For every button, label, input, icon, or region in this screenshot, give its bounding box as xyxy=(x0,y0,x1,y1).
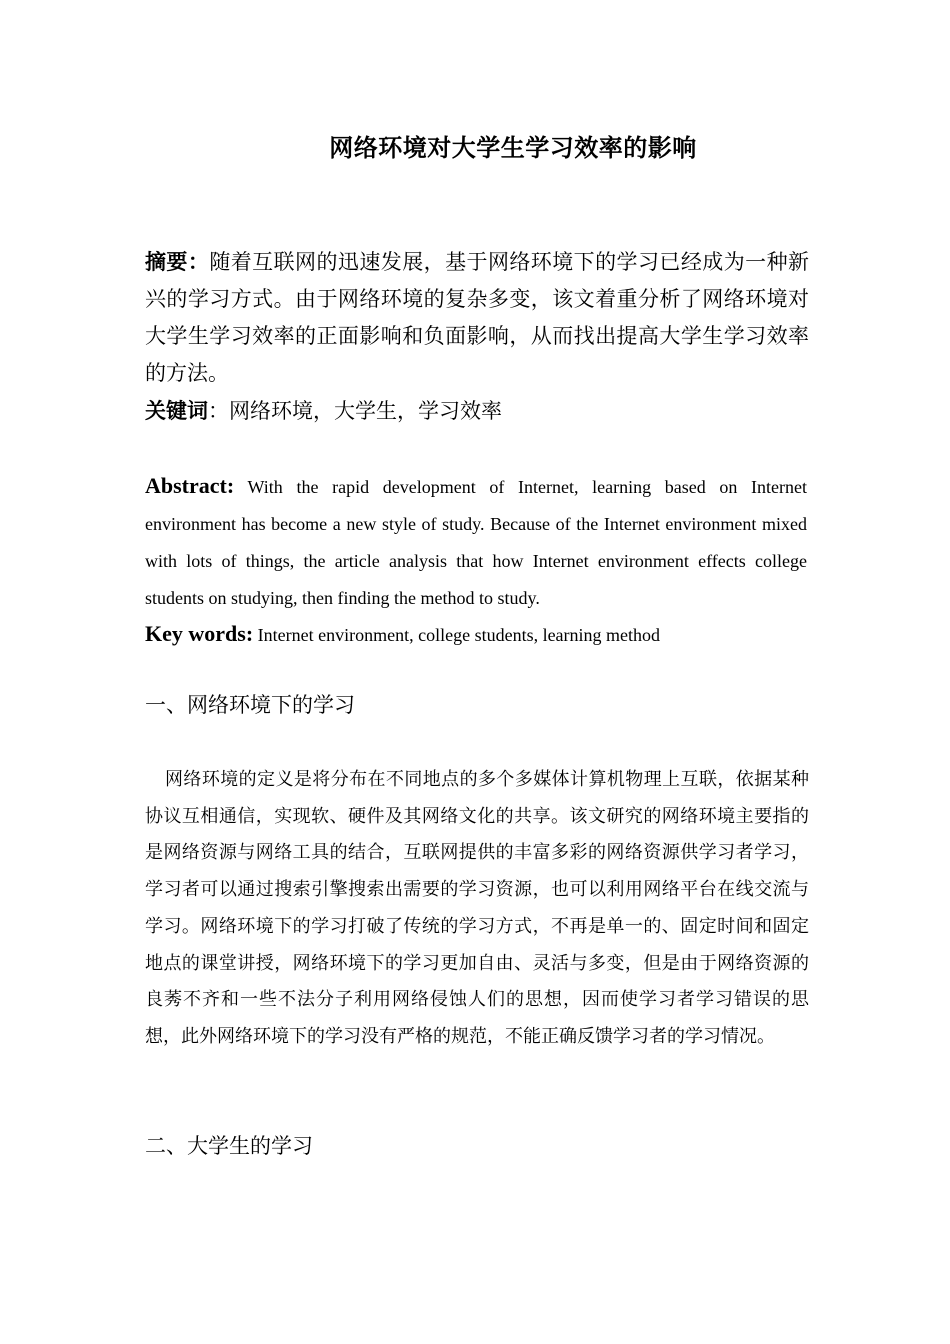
abstract-chinese-label: 摘要： xyxy=(145,250,210,274)
keywords-chinese-colon: ： xyxy=(208,399,229,423)
keywords-english-label: Key words: xyxy=(145,621,254,646)
paper-title: 网络环境对大学生学习效率的影响 xyxy=(329,134,697,162)
section-heading-2: 二、大学生的学习 xyxy=(145,1134,313,1158)
section-1-paragraph: 网络环境的定义是将分布在不同地点的多个多媒体计算机物理上互联，依据某种协议互相通信，实现软、硬件及其网络文化的共享。该文研究的网络环境主要指的是网络资源与网络工具的结合，互联网提供的丰富多彩的网络资源供学习者学习，学习者可以通过搜索引擎搜索出需要的学习资源，也可以利用网络平台在线交流与学习。网络环境下的学习打破了传统的学习方式，不再是单一的、固定时间和固定地点的课堂讲授，网络环境下的学习更加自由、灵活与多变，但是由于网络资源的良莠不齐和一些不法分子利用网络侵蚀人们的思想，因而使学习者学习错误的思想，此外网络环境下的学习没有严格的规范，不能正确反馈学习者的学习情况。 xyxy=(145,769,809,1047)
keywords-english xyxy=(145,615,807,654)
keywords-chinese-label: 关键词 xyxy=(145,399,208,423)
abstract-chinese xyxy=(145,244,809,392)
abstract-english xyxy=(145,467,807,617)
keywords-chinese-text: 网络环境，大学生，学习效率 xyxy=(229,399,502,423)
abstract-english-label: Abstract: xyxy=(145,473,235,498)
keywords-english-text: Internet environment, college students, learning method xyxy=(257,625,661,645)
section-heading-1: 一、网络环境下的学习 xyxy=(145,693,355,717)
keywords-chinese xyxy=(145,393,809,430)
abstract-english-text: With the rapid development of Internet, learning based on Internet environment has become a new style of study. Because of the Internet environment mixed with lots of things, the article analysis that how Internet environment effects college students on studying, then finding the method to study. xyxy=(145,477,807,608)
abstract-chinese-text: 随着互联网的迅速发展，基于网络环境下的学习已经成为一种新兴的学习方式。由于网络环境的复杂多变，该文着重分析了网络环境对大学生学习效率的正面影响和负面影响，从而找出提高大学生学习效率的方法。 xyxy=(145,250,810,385)
